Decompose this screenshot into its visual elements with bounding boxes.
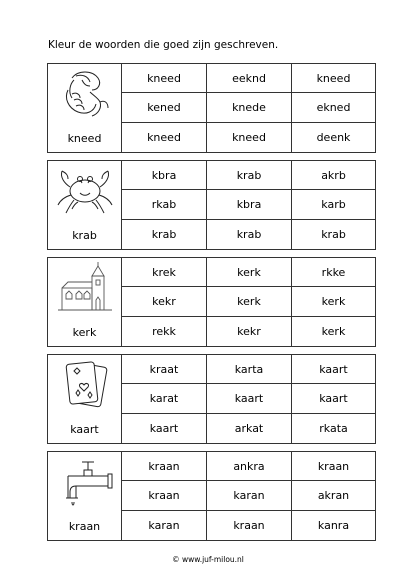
word-option[interactable]: ankra — [207, 452, 292, 481]
word-option[interactable]: kaart — [292, 384, 375, 413]
word-option[interactable]: kekr — [122, 287, 207, 316]
picture-cell — [48, 258, 122, 346]
word-option[interactable]: eeknd — [207, 64, 292, 93]
word-block-krab — [47, 160, 376, 250]
word-option[interactable]: kerk — [292, 287, 375, 316]
word-block-kraan — [47, 451, 376, 541]
word-option[interactable]: kanra — [317, 518, 350, 532]
target-word: krab — [72, 229, 97, 242]
word-option[interactable]: krab — [207, 161, 292, 190]
crab-icon — [54, 165, 116, 217]
playing-card-icon — [54, 359, 116, 411]
picture-cell — [48, 161, 122, 249]
word-option[interactable]: kbra — [122, 161, 207, 190]
word-option[interactable]: kraan — [122, 452, 207, 481]
word-option[interactable]: karan — [122, 511, 207, 540]
word-option[interactable]: kneed — [207, 123, 292, 152]
word-option[interactable]: rekk — [122, 317, 207, 346]
word-option[interactable]: kened — [122, 93, 207, 122]
word-option[interactable]: kaart — [292, 355, 375, 384]
word-option[interactable]: kerk — [207, 287, 292, 316]
target-word: kerk — [72, 326, 97, 339]
word-option[interactable]: kaart — [207, 384, 292, 413]
word-option[interactable]: kneed — [122, 123, 207, 152]
word-option[interactable]: kerk — [321, 324, 346, 338]
target-word: kaart — [70, 423, 99, 436]
kneading-hands-icon — [54, 68, 116, 120]
word-option[interactable]: kaart — [122, 414, 207, 443]
copyright-footer: © www.juf-milou.nl — [172, 555, 244, 564]
word-option[interactable]: krab — [207, 220, 292, 249]
word-option[interactable]: krab — [122, 220, 207, 249]
word-option[interactable]: kraan — [292, 452, 375, 481]
word-option[interactable]: arkat — [207, 414, 292, 443]
picture-cell — [48, 452, 122, 540]
target-word: kraan — [68, 520, 101, 533]
word-option[interactable]: kraan — [207, 511, 292, 540]
word-option[interactable]: kraan — [122, 481, 207, 510]
word-block-kaart — [47, 354, 376, 444]
instruction-text: Kleur de woorden die goed zijn geschreven. — [48, 39, 279, 51]
word-option[interactable]: karan — [207, 481, 292, 510]
word-option[interactable]: krek — [122, 258, 207, 287]
word-option[interactable]: kneed — [122, 64, 207, 93]
word-option[interactable]: kneed — [292, 64, 375, 93]
word-option[interactable]: karat — [122, 384, 207, 413]
picture-cell — [48, 64, 122, 152]
word-block-kneed — [47, 63, 376, 153]
word-option[interactable]: akrb — [292, 161, 375, 190]
word-option[interactable]: kraat — [122, 355, 207, 384]
word-option[interactable]: ekned — [292, 93, 375, 122]
church-icon — [54, 262, 116, 314]
word-option[interactable]: akran — [292, 481, 375, 510]
target-word: kneed — [67, 132, 102, 145]
word-option[interactable]: rkab — [122, 190, 207, 219]
word-option[interactable]: kerk — [207, 258, 292, 287]
picture-cell — [48, 355, 122, 443]
word-option[interactable]: knede — [207, 93, 292, 122]
word-option[interactable]: karta — [207, 355, 292, 384]
word-option[interactable]: deenk — [316, 130, 351, 144]
word-option[interactable]: kekr — [207, 317, 292, 346]
word-option[interactable]: krab — [321, 227, 346, 241]
word-block-kerk — [47, 257, 376, 347]
word-option[interactable]: kbra — [207, 190, 292, 219]
faucet-icon — [54, 456, 116, 508]
word-option[interactable]: rkke — [292, 258, 375, 287]
word-option[interactable]: rkata — [319, 421, 348, 435]
word-option[interactable]: karb — [292, 190, 375, 219]
